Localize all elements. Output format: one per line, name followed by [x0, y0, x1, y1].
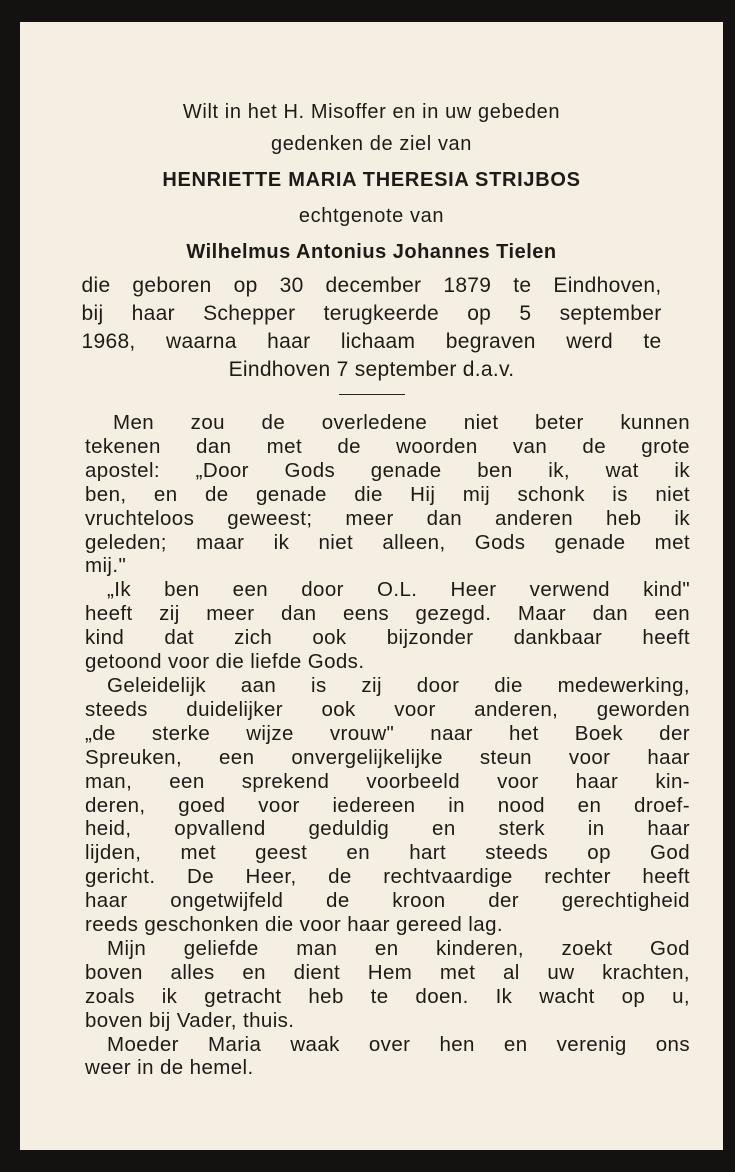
- body-line: ben, en de genade die Hij mij schonk is niet: [85, 482, 690, 506]
- dates-line: 1968, waarna haar lichaam begraven werd te: [81, 330, 662, 353]
- dates-line: Eindhoven 7 september d.a.v.: [228, 358, 515, 381]
- intro-line-2: gedenken de ziel van: [270, 133, 473, 155]
- body-line: steeds duidelijker ook voor anderen, geworden: [85, 697, 690, 721]
- body-line: zoals ik getracht heb te doen. Ik wacht op u,: [85, 984, 690, 1008]
- body-line: getoond voor die liefde Gods.: [85, 650, 365, 674]
- body-line: Spreuken, een onvergelijkelijke steun voor haar: [85, 745, 690, 769]
- body-line: „de sterke wijze vrouw" naar het Boek der: [85, 721, 690, 745]
- body-line: „Ik ben een door O.L. Heer verwend kind": [107, 578, 690, 602]
- divider: [339, 394, 405, 395]
- body-line: heeft zij meer dan eens gezegd. Maar dan een: [85, 602, 690, 626]
- body-line: Moeder Maria waak over hen en verenig ons: [107, 1032, 690, 1056]
- dates-line: die geboren op 30 december 1879 te Eindhoven,: [81, 274, 662, 297]
- spouse-label: echtgenote van: [298, 205, 445, 227]
- body-line: weer in de hemel.: [85, 1056, 254, 1080]
- spouse-name: Wilhelmus Antonius Johannes Tielen: [186, 241, 557, 263]
- body-line: tekenen dan met de woorden van de grote: [85, 434, 690, 458]
- body-line: lijden, met geest en hart steeds op God: [85, 841, 690, 865]
- body-line: Men zou de overledene niet beter kunnen: [113, 411, 690, 434]
- body-line: heid, opvallend geduldig en sterk in haar: [85, 817, 690, 841]
- body-text: [85, 411, 690, 1080]
- body-line: Mijn geliefde man en kinderen, zoekt God: [107, 936, 690, 960]
- card-header: [20, 96, 723, 395]
- memorial-card: [20, 22, 723, 1150]
- body-line: kind dat zich ook bijzonder dankbaar heeft: [85, 626, 690, 650]
- dates-line: bij haar Schepper terugkeerde op 5 september: [81, 302, 662, 325]
- body-line: boven alles en dient Hem met al uw krachten,: [85, 960, 690, 984]
- body-line: vruchteloos geweest; meer dan anderen heb ik: [85, 506, 690, 530]
- body-line: man, een sprekend voorbeeld voor haar kin-: [85, 769, 690, 793]
- body-line: Geleidelijk aan is zij door die medewerking,: [107, 673, 690, 697]
- dates-paragraph: [82, 272, 662, 384]
- body-line: haar ongetwijfeld de kroon der gerechtigheid: [85, 889, 690, 913]
- body-line: apostel: „Door Gods genade ben ik, wat ik: [85, 458, 690, 482]
- body-line: gericht. De Heer, de rechtvaardige rechter heeft: [85, 865, 690, 889]
- body-line: boven bij Vader, thuis.: [85, 1008, 295, 1032]
- intro-line-1: Wilt in het H. Misoffer en in uw gebeden: [182, 101, 561, 123]
- body-line: geleden; maar ik niet alleen, Gods genade met: [85, 530, 690, 554]
- body-line: reeds geschonken die voor haar gereed lag.: [85, 913, 503, 937]
- body-line: deren, goed voor iedereen in nood en droef-: [85, 793, 690, 817]
- deceased-name: HENRIETTE MARIA THERESIA STRIJBOS: [162, 169, 581, 191]
- body-line: mij.": [85, 554, 127, 578]
